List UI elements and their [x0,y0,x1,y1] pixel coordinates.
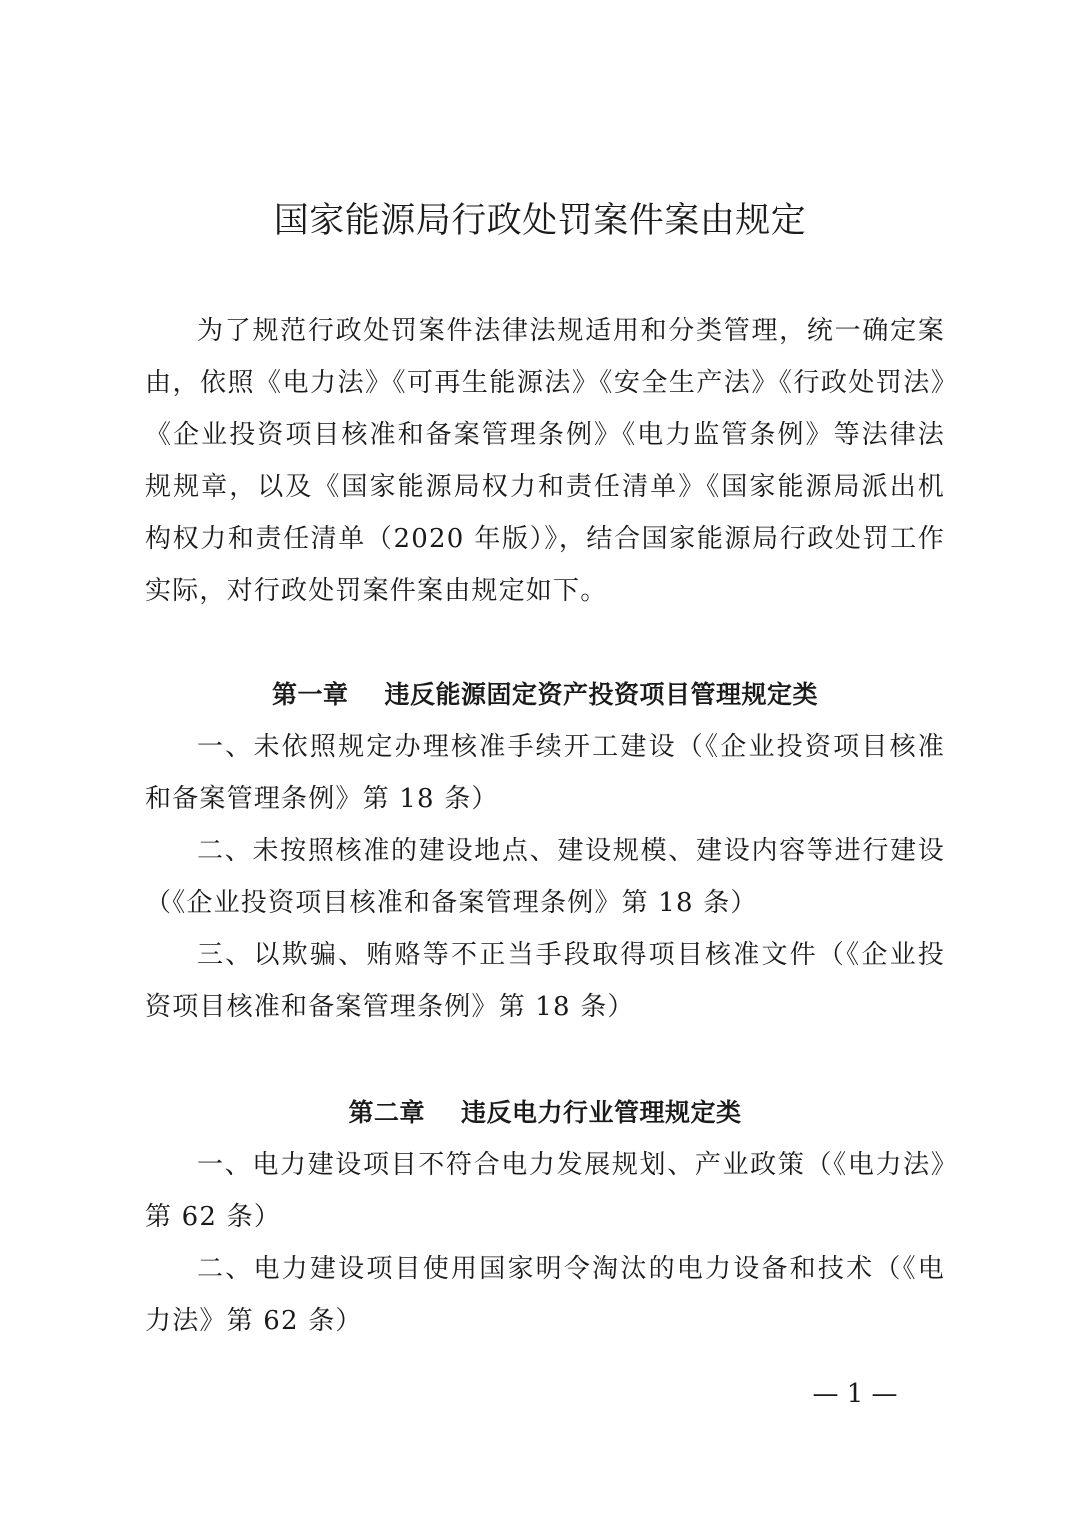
chapter-1-item-1: 一、未依照规定办理核准手续开工建设（《企业投资项目核准和备案管理条例》第 18 条） [145,732,945,814]
page-number: — 1 — [812,1379,898,1409]
chapter-2-title: 违反电力行业管理规定类 [461,1098,742,1127]
chapter-2-number: 第二章 [348,1098,425,1127]
chapter-1-heading [145,669,945,721]
chapter-1-number: 第一章 [271,680,349,709]
chapter-1-item-2: 二、未按照核准的建设地点、建设规模、建设内容等进行建设（《企业投资项目核准和备案管理条例》第 18 条） [145,836,945,918]
chapter-2-item-1: 一、电力建设项目不符合电力发展规划、产业政策（《电力法》第 62 条） [145,1150,945,1232]
chapter-1-title: 违反能源固定资产投资项目管理规定类 [384,680,819,709]
chapter-2-item-2: 二、电力建设项目使用国家明令淘汰的电力设备和技术（《电力法》第 62 条） [145,1254,945,1336]
document-title: 国家能源局行政处罚案件案由规定 [273,201,807,241]
chapter-1-item-3: 三、以欺骗、贿赂等不正当手段取得项目核准文件（《企业投资项目核准和备案管理条例》第 18 条） [145,940,945,1022]
chapter-2-heading [145,1087,945,1139]
preamble-paragraph: 为了规范行政处罚案件法律法规适用和分类管理，统一确定案由，依照《电力法》《可再生能源法》《安全生产法》《行政处罚法》《企业投资项目核准和备案管理条例》《电力监管条例》等法律法规规章，以及《国家能源局权力和责任清单》《国家能源局派出机构权力和责任清单（2020 年版）》，结合国家能源局行政处罚工作实际，对行政处罚案件案由规定如下。 [145,316,945,606]
